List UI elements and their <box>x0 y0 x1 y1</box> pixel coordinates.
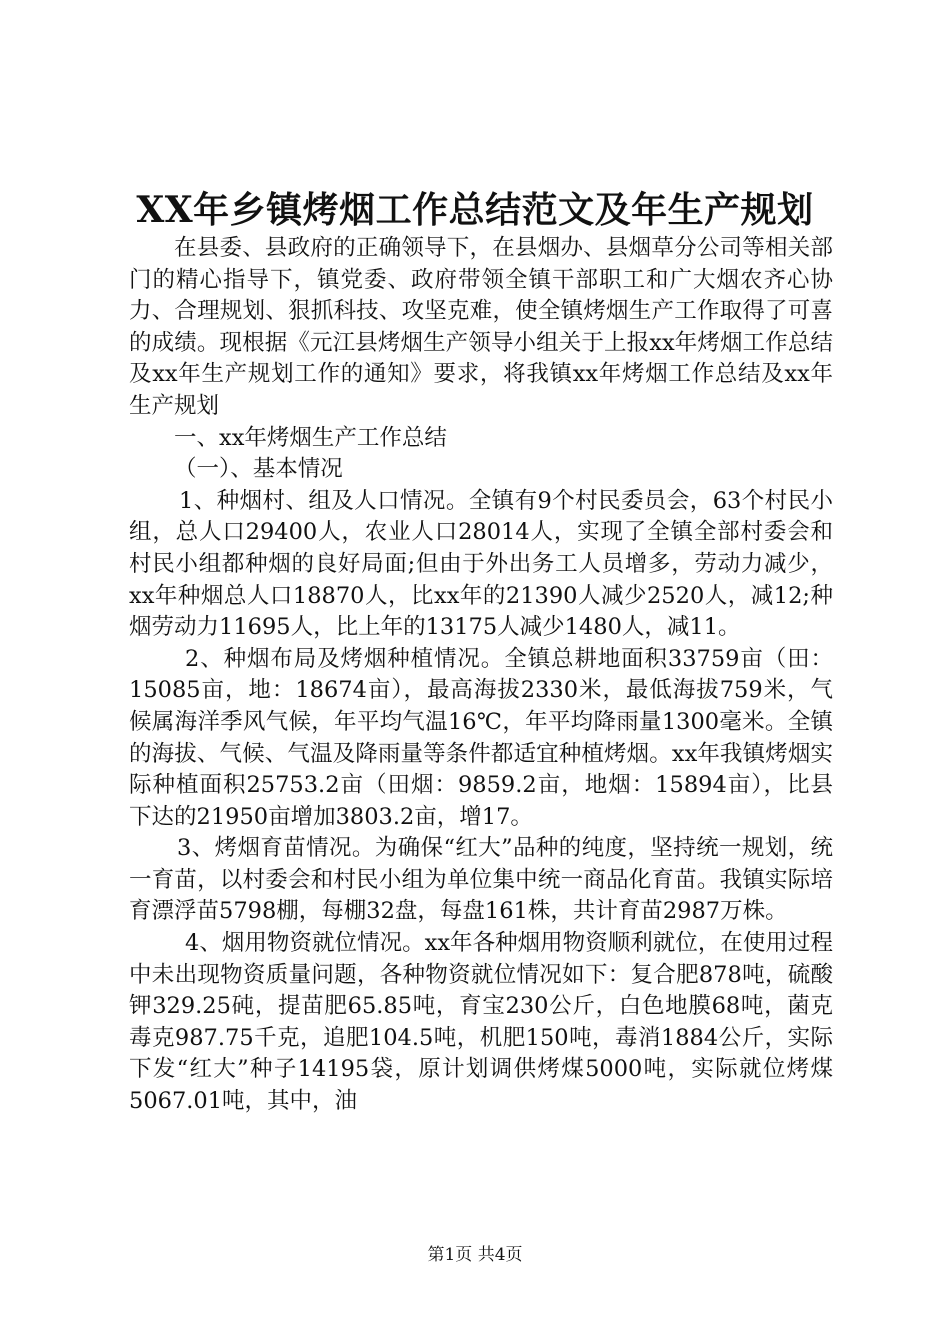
document-title: XX年乡镇烤烟工作总结范文及年生产规划 <box>136 189 814 231</box>
document-body <box>129 233 833 1118</box>
paragraph-village-population: 1、种烟村、组及人口情况。全镇有9个村民委员会，63个村民小组，总人口29400人，农业人口28014人，实现了全镇全部村委会和村民小组都种烟的良好局面;但由于外出务工人员增多，劳动力减少，xx年种烟总人口18870人，比xx年的21390人减少2520人，减12;种烟劳动力11695人，比上年的13175人减少1480人，减11。 <box>129 487 833 641</box>
intro-paragraph: 在县委、县政府的正确领导下，在县烟办、县烟草分公司等相关部门的精心指导下，镇党委、政府带领全镇干部职工和广大烟农齐心协力、合理规划、狠抓科技、攻坚克难，使全镇烤烟生产工作取得了可喜的成绩。现根据《元江县烤烟生产领导小组关于上报xx年烤烟工作总结及xx年生产规划工作的通知》要求，将我镇xx年烤烟工作总结及xx年生产规划 <box>129 235 833 419</box>
paragraph-materials: 4、烟用物资就位情况。xx年各种烟用物资顺利就位，在使用过程中未出现物资质量问题，各种物资就位情况如下：复合肥878吨，硫酸钾329.25砘，提苗肥65.85吨，育宝230公斤，白色地膜68吨，菌克毒克987.75千克，追肥104.5吨，机肥150吨，毒消1884公斤，实际下发“红大”种子14195袋，原计划调供烤煤5000吨，实际就位烤煤5067.01吨，其中，油 <box>129 930 833 1115</box>
paragraph-seedling: 3、烤烟育苗情况。为确保“红大”品种的纯度，坚持统一规划，统一育苗，以村委会和村民小组为单位集中统一商品化育苗。我镇实际培育漂浮苗5798棚，每棚32盘，每盘161株，共计育苗2987万株。 <box>129 835 833 925</box>
section-heading-1: 一、xx年烤烟生产工作总结 <box>174 424 447 451</box>
subsection-heading-basic-info: （一）、基本情况 <box>174 456 343 483</box>
page-footer: 第1页 共4页 <box>427 1245 523 1265</box>
paragraph-planting-layout: 2、种烟布局及烤烟种植情况。全镇总耕地面积33759亩（田：15085亩，地：18674亩），最高海拔2330米，最低海拔759米，气候属海洋季风气候，年平均气温16℃，年平均降雨量1300毫米。全镇的海拔、气候、气温及降雨量等条件都适宜种植烤烟。xx年我镇烤烟实际种植面积25753.2亩（田烟：9859.2亩，地烟：15894亩），比县下达的21950亩增加3803.2亩，增17。 <box>129 645 833 830</box>
